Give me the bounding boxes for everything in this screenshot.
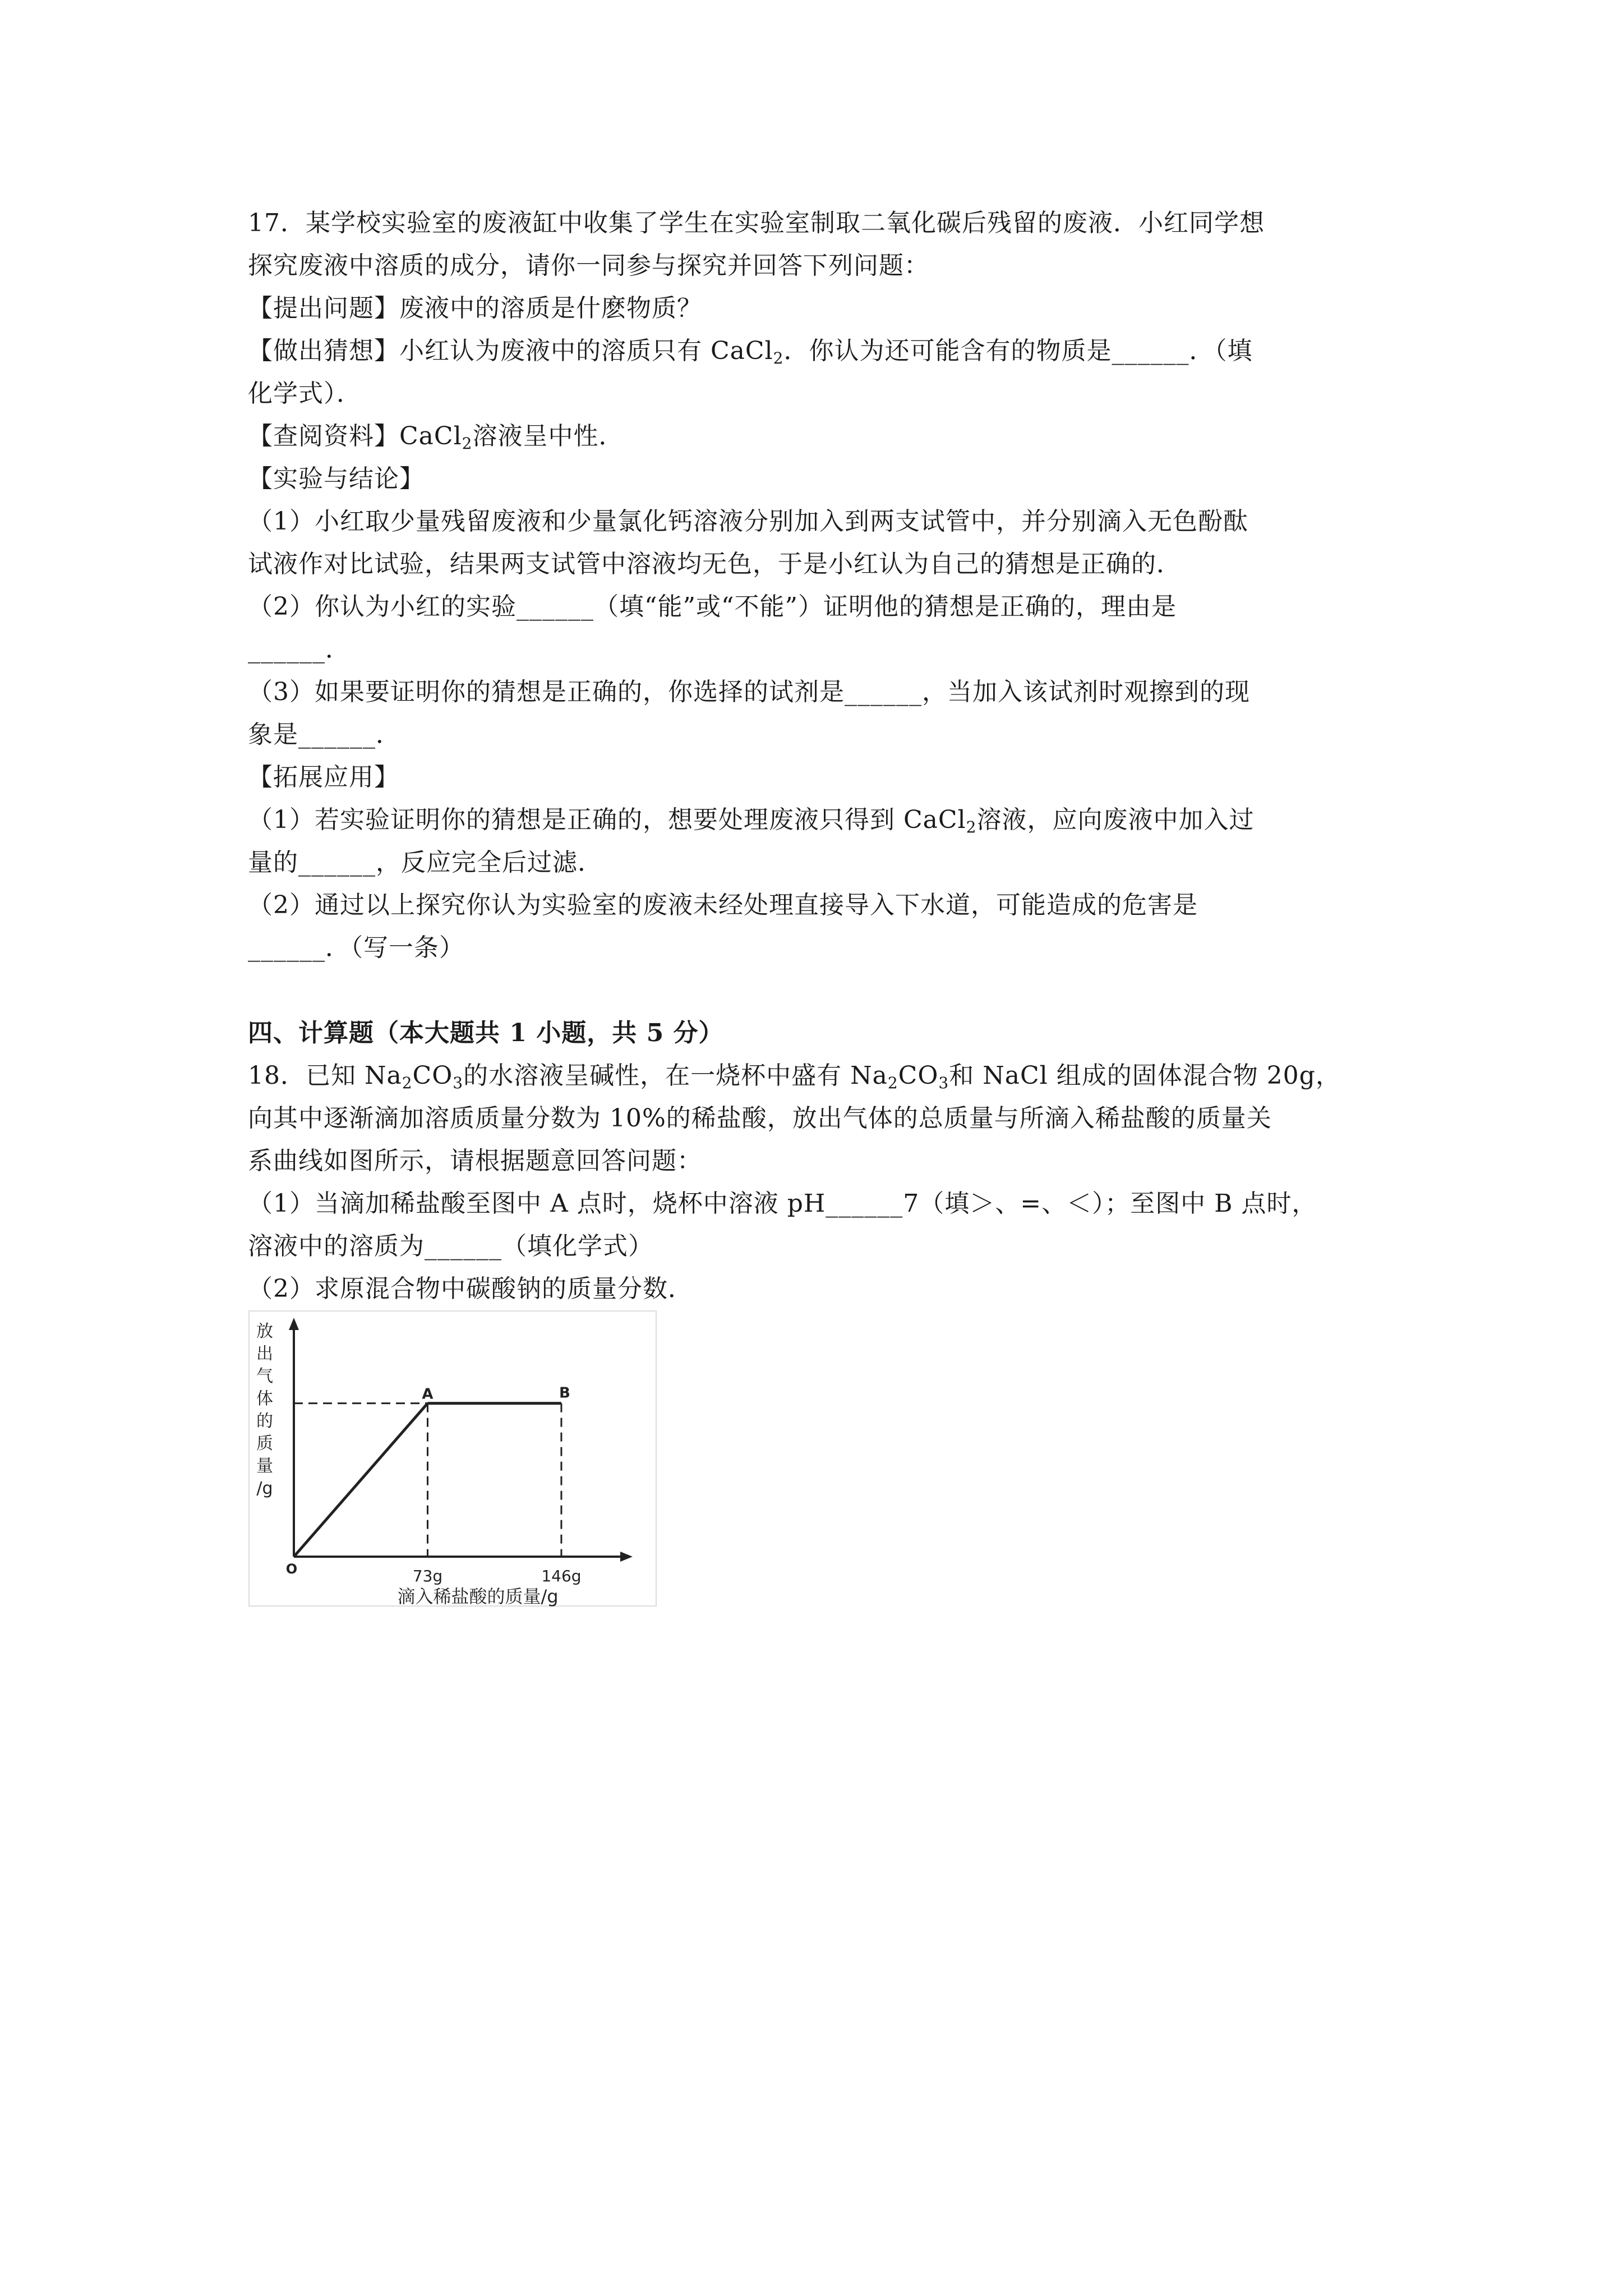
q17-exp3-line-1: （3）如果要证明你的猜想是正确的，你选择的试剂是______，当加入该试剂时观擦到的现 (248, 678, 1250, 706)
q17-info (248, 415, 624, 458)
q18-text: 18．已知 Na (248, 1061, 402, 1090)
subscript: 2 (887, 1074, 898, 1092)
y-axis-label-char: 量 (256, 1456, 273, 1476)
q17-intro-line-2: 探究废液中溶质的成分，请你一同参与探究并回答下列问题： (248, 251, 929, 280)
section-heading: 四、计算题（本大题共 1 小题，共 5 分） (248, 1019, 724, 1047)
q17-exp2-line-1: （2）你认为小红的实验______（填“能”或“不能”）证明他的猜想是正确的，理由是 (248, 592, 1177, 621)
y-axis-label-char: 体 (256, 1389, 273, 1409)
q18-part1-line-2: 溶液中的溶质为______（填化学式） (248, 1232, 653, 1260)
subscript: 2 (462, 434, 473, 453)
q17-exp3-line-2: 象是______． (248, 720, 401, 749)
chart-frame (249, 1311, 656, 1606)
q17-ext-title: 【拓展应用】 (248, 763, 399, 792)
x-tick-label-73g: 73g (412, 1567, 443, 1585)
subscript: 2 (966, 818, 977, 836)
subscript: 3 (453, 1074, 464, 1092)
q17-guess-cont: 化学式）． (248, 379, 362, 408)
y-axis-label-char: 质 (256, 1434, 273, 1453)
y-axis-label-char: 的 (256, 1411, 273, 1431)
q18-line-3: 系曲线如图所示，请根据题意回答问题： (248, 1147, 702, 1175)
point-a-label: A (422, 1386, 434, 1403)
q17-exp-title: 【实验与结论】 (248, 464, 425, 493)
x-tick-label-146g: 146g (541, 1567, 582, 1585)
q18-line-2: 向其中逐渐滴加溶质质量分数为 10%的稀盐酸，放出气体的总质量与所滴入稀盐酸的质量关 (248, 1104, 1272, 1133)
q18-text: CO (898, 1061, 939, 1090)
q17-ext2-line-2: ______．（写一条） (248, 933, 464, 962)
subscript: 2 (773, 349, 784, 367)
q17-info-text-a: 【查阅资料】CaCl (248, 422, 462, 450)
q17-exp1-line-2: 试液作对比试验，结果两支试管中溶液均无色，于是小红认为自己的猜想是正确的． (248, 550, 1182, 578)
q17-question: 【提出问题】废液中的溶质是什麽物质？ (248, 294, 702, 323)
y-axis-label-char: 放 (256, 1322, 273, 1341)
y-axis-label-char: 气 (256, 1366, 273, 1386)
q17-ext1-line-2: 量的______，反应完全后过滤． (248, 848, 603, 877)
subscript: 2 (402, 1074, 413, 1092)
q17-guess-text-a: 【做出猜想】小红认为废液中的溶质只有 CaCl (248, 337, 773, 365)
q17-guess-text-b: ．你认为还可能含有的物质是______．（填 (783, 337, 1253, 365)
q17-info-text-b: 溶液呈中性． (472, 422, 624, 450)
x-axis-label: 滴入稀盐酸的质量/g (397, 1586, 559, 1607)
q17-ext2-line-1: （2）通过以上探究你认为实验室的废液未经处理直接导入下水道，可能造成的危害是 (248, 891, 1198, 919)
q18-part2: （2）求原混合物中碳酸钠的质量分数． (248, 1274, 693, 1303)
subscript: 3 (938, 1074, 949, 1092)
q17-ext1-text-a: （1）若实验证明你的猜想是正确的，想要处理废液只得到 CaCl (248, 806, 966, 834)
point-b-label: B (559, 1384, 570, 1402)
q17-guess (248, 330, 1252, 372)
q18-part1-line-1: （1）当滴加稀盐酸至图中 A 点时，烧杯中溶液 pH______7（填＞、=、＜）；至图中 B 点时， (248, 1189, 1317, 1218)
y-axis-label-char: 出 (256, 1344, 273, 1364)
q18-text: CO (412, 1061, 453, 1090)
y-axis-label-char: /g (256, 1479, 273, 1498)
q18-text: 的水溶液呈碱性，在一烧杯中盛有 Na (463, 1061, 888, 1090)
q17-exp1-line-1: （1）小红取少量残留废液和少量氯化钙溶液分别加入到两支试管中，并分别滴入无色酚酞 (248, 507, 1248, 536)
gas-mass-chart (248, 1310, 657, 1607)
origin-label: O (285, 1561, 298, 1577)
q17-exp2-line-2: ______． (248, 635, 351, 664)
q18-line-1 (248, 1055, 1341, 1097)
q17-intro-line-1: 17．某学校实验室的废液缸中收集了学生在实验室制取二氧化碳后残留的废液．小红同学想 (248, 209, 1265, 237)
q17-ext1-text-b: 溶液，应向废液中加入过 (976, 806, 1255, 834)
q17-ext1-line-1 (248, 799, 1254, 841)
q18-text: 和 NaCl 组成的固体混合物 20g， (949, 1061, 1341, 1090)
